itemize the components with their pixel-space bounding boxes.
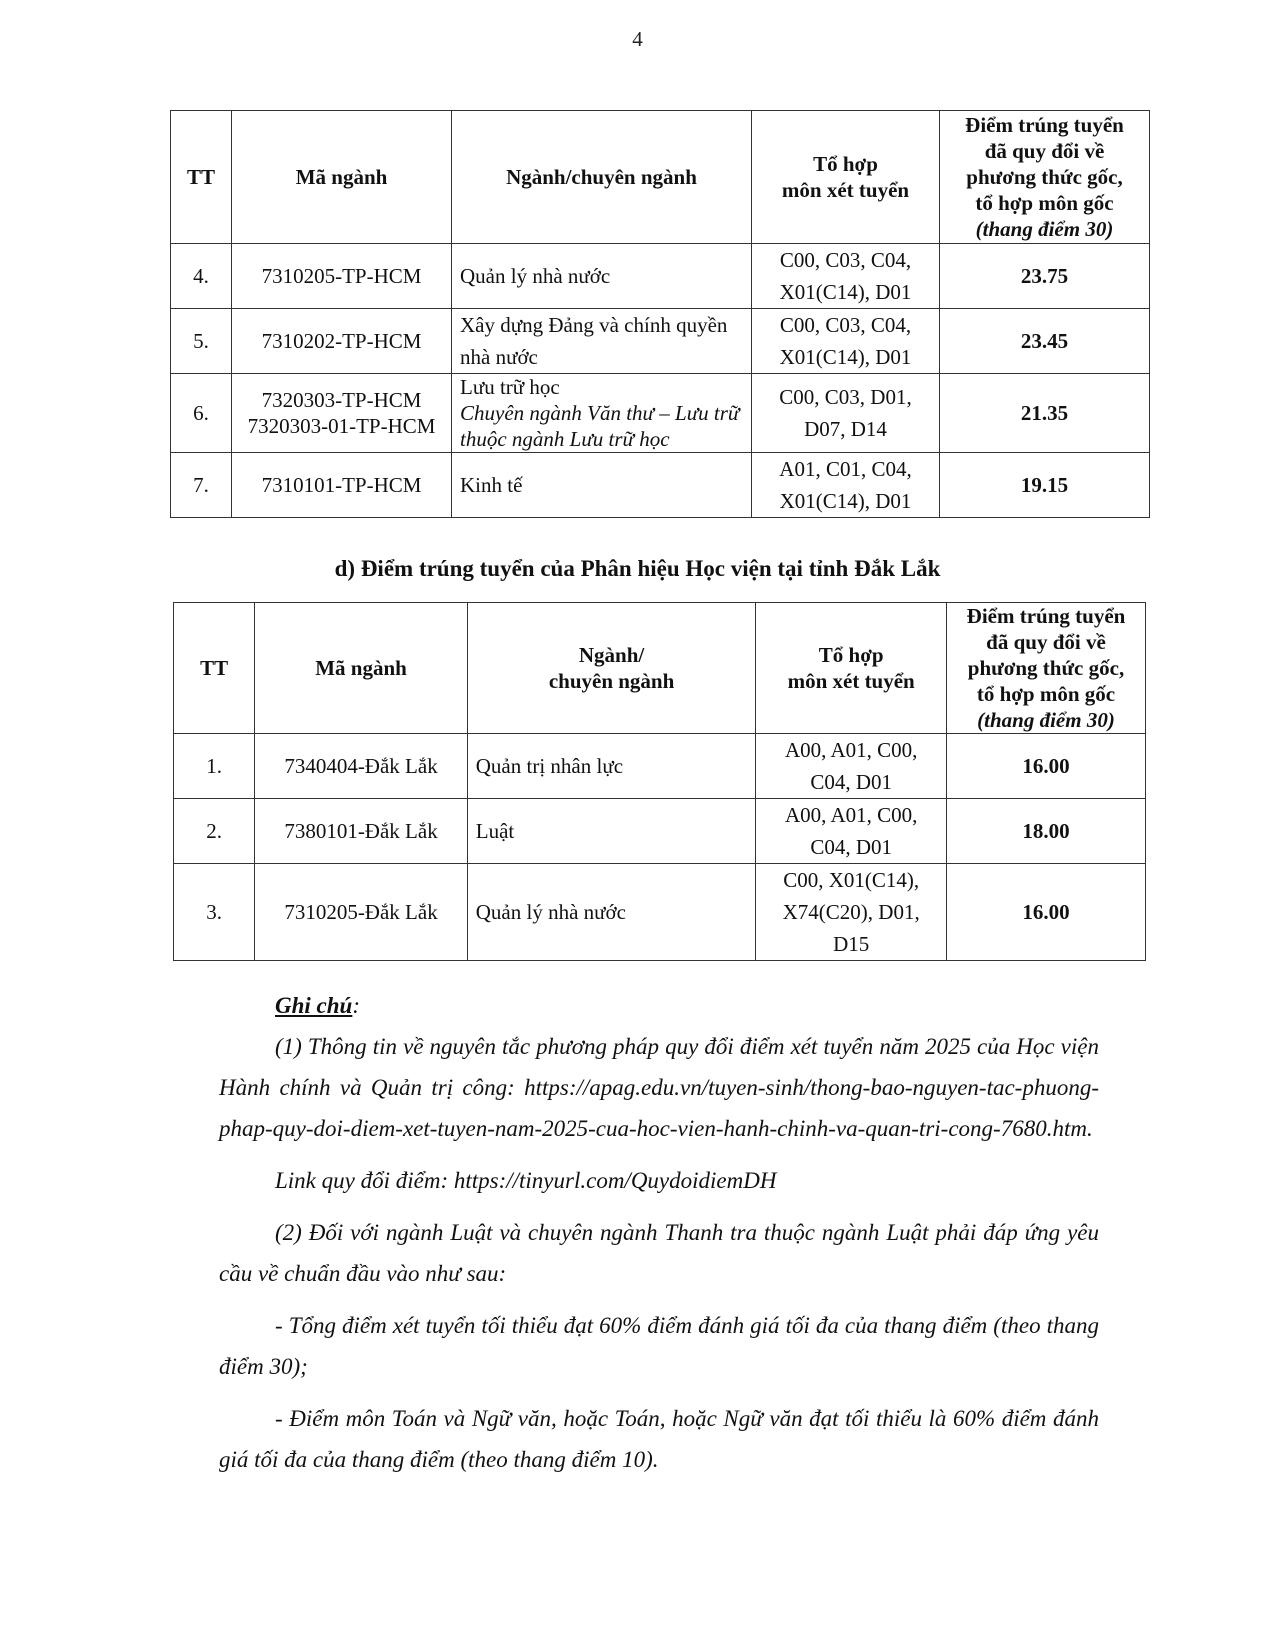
note-requirement-2: - Điểm môn Toán và Ngữ văn, hoặc Toán, hoặc Ngữ văn đạt tối thiểu là 60% điểm đánh giá tối đa của thang điểm (theo thang điểm 10). xyxy=(219,1406,1099,1472)
row-tt: 3. xyxy=(174,864,255,961)
table-row xyxy=(174,734,1146,799)
row-combos xyxy=(752,453,940,518)
row-tt: 7. xyxy=(171,453,232,518)
header-score-line: Điểm trúng tuyển xyxy=(966,604,1126,628)
combo-line: C04, D01 xyxy=(810,835,892,859)
row-score: 23.75 xyxy=(940,244,1150,309)
row-major: Luật xyxy=(467,799,756,864)
note-conversion-link: Link quy đổi điểm: https://tinyurl.com/QuydoidiemDH xyxy=(275,1168,777,1193)
row-score: 19.15 xyxy=(940,453,1150,518)
header-score xyxy=(946,603,1145,734)
header-score-line: tổ hợp môn gốc xyxy=(975,191,1114,215)
table-row xyxy=(171,309,1150,374)
notes-title-colon: : xyxy=(352,993,361,1018)
header-tt: TT xyxy=(174,603,255,734)
header-major: Ngành/chuyên ngành xyxy=(452,111,752,244)
row-major: Quản trị nhân lực xyxy=(467,734,756,799)
row-score: 21.35 xyxy=(940,374,1150,453)
combo-line: C00, C03, C04, xyxy=(779,248,912,272)
section-heading-dak-lak: d) Điểm trúng tuyển của Phân hiệu Học viện tại tỉnh Đắk Lắk xyxy=(334,556,941,581)
combo-line: X74(C20), D01, xyxy=(782,900,920,924)
notes-heading xyxy=(219,985,1099,1026)
note-paragraph-2: (2) Đối với ngành Luật và chuyên ngành Thanh tra thuộc ngành Luật phải đáp ứng yêu cầu về chuẩn đầu vào như sau: xyxy=(219,1220,1099,1286)
combo-line: X01(C14), D01 xyxy=(779,345,912,369)
row-combos xyxy=(752,374,940,453)
row-combos xyxy=(752,244,940,309)
combo-line: C00, C03, D01, xyxy=(779,385,912,409)
header-score-note: (thang điểm 30) xyxy=(975,217,1114,241)
notes-title: Ghi chú xyxy=(275,993,353,1018)
header-combo xyxy=(756,603,947,734)
row-codes xyxy=(232,374,452,453)
row-major xyxy=(452,374,752,453)
row-code: 7380101-Đắk Lắk xyxy=(255,799,468,864)
header-tt: TT xyxy=(171,111,232,244)
header-score-line: phương thức gốc, xyxy=(966,165,1123,189)
row-code: 7320303-01-TP-HCM xyxy=(247,414,436,438)
header-code: Mã ngành xyxy=(255,603,468,734)
combo-line: C00, C03, C04, xyxy=(779,313,912,337)
header-major xyxy=(467,603,756,734)
table-header-row xyxy=(174,603,1146,734)
row-combos xyxy=(752,309,940,374)
combo-line: D07, D14 xyxy=(804,417,887,441)
combo-line: D15 xyxy=(833,932,870,956)
row-major: Xây dựng Đảng và chính quyền nhà nước xyxy=(452,309,752,374)
header-major-line1: Ngành/ xyxy=(578,643,645,667)
row-code: 7310101-TP-HCM xyxy=(232,453,452,518)
row-combos xyxy=(756,864,947,961)
row-major: Quản lý nhà nước xyxy=(467,864,756,961)
header-major-line2: chuyên ngành xyxy=(548,669,675,693)
combo-line: A00, A01, C00, xyxy=(784,738,918,762)
header-combo-line2: môn xét tuyển xyxy=(781,178,910,202)
row-combos xyxy=(756,799,947,864)
row-combos xyxy=(756,734,947,799)
row-score: 16.00 xyxy=(946,864,1145,961)
notes-section xyxy=(219,985,1099,1491)
combo-line: X01(C14), D01 xyxy=(779,489,912,513)
row-tt: 4. xyxy=(171,244,232,309)
combo-line: A00, A01, C00, xyxy=(784,803,918,827)
admission-scores-table-hcm xyxy=(170,110,1150,518)
row-major: Kinh tế xyxy=(452,453,752,518)
row-code: 7310202-TP-HCM xyxy=(232,309,452,374)
note-requirement-1: - Tổng điểm xét tuyển tối thiểu đạt 60% điểm đánh giá tối đa của thang điểm (theo thang điểm 30); xyxy=(219,1313,1099,1379)
major-specialization: Chuyên ngành Văn thư – Lưu trữ thuộc ngành Lưu trữ học xyxy=(460,401,740,451)
row-score: 23.45 xyxy=(940,309,1150,374)
header-score-line: phương thức gốc, xyxy=(967,656,1125,680)
table-row xyxy=(174,864,1146,961)
header-score-line: đã quy đổi về xyxy=(984,139,1105,163)
table-row xyxy=(171,244,1150,309)
table-row xyxy=(174,799,1146,864)
page-number: 4 xyxy=(632,27,643,51)
note-paragraph-1: (1) Thông tin về nguyên tắc phương pháp quy đổi điểm xét tuyển năm 2025 của Học viện Hành chính và Quản trị công: https://apag.edu.vn/tuyen-sinh/thong-bao-nguyen-tac-phuong-phap-quy-doi-diem-xet-tuyen-nam-2025-cua-hoc-vien-hanh-chinh-va-quan-tri-cong-7680.htm. xyxy=(219,1034,1099,1141)
combo-line: C00, X01(C14), xyxy=(783,868,920,892)
header-score xyxy=(940,111,1150,244)
header-combo-line1: Tổ hợp xyxy=(813,152,878,176)
header-code: Mã ngành xyxy=(232,111,452,244)
row-code: 7310205-TP-HCM xyxy=(232,244,452,309)
row-tt: 1. xyxy=(174,734,255,799)
header-score-note: (thang điểm 30) xyxy=(977,708,1115,732)
row-tt: 5. xyxy=(171,309,232,374)
row-tt: 6. xyxy=(171,374,232,453)
row-code: 7310205-Đắk Lắk xyxy=(255,864,468,961)
row-tt: 2. xyxy=(174,799,255,864)
header-combo xyxy=(752,111,940,244)
combo-line: X01(C14), D01 xyxy=(779,280,912,304)
admission-scores-table-dak-lak xyxy=(173,602,1146,961)
header-score-line: Điểm trúng tuyển xyxy=(965,113,1124,137)
header-score-line: đã quy đổi về xyxy=(986,630,1106,654)
row-score: 18.00 xyxy=(946,799,1145,864)
header-combo-line1: Tổ hợp xyxy=(818,643,884,667)
row-code: 7320303-TP-HCM xyxy=(261,388,422,412)
row-code: 7340404-Đắk Lắk xyxy=(255,734,468,799)
combo-line: C04, D01 xyxy=(810,770,892,794)
major-name: Lưu trữ học xyxy=(460,375,560,399)
table-header-row xyxy=(171,111,1150,244)
row-major: Quản lý nhà nước xyxy=(452,244,752,309)
table-row xyxy=(171,374,1150,453)
row-score: 16.00 xyxy=(946,734,1145,799)
header-score-line: tổ hợp môn gốc xyxy=(976,682,1116,706)
table-row xyxy=(171,453,1150,518)
combo-line: A01, C01, C04, xyxy=(779,457,912,481)
header-combo-line2: môn xét tuyển xyxy=(787,669,915,693)
